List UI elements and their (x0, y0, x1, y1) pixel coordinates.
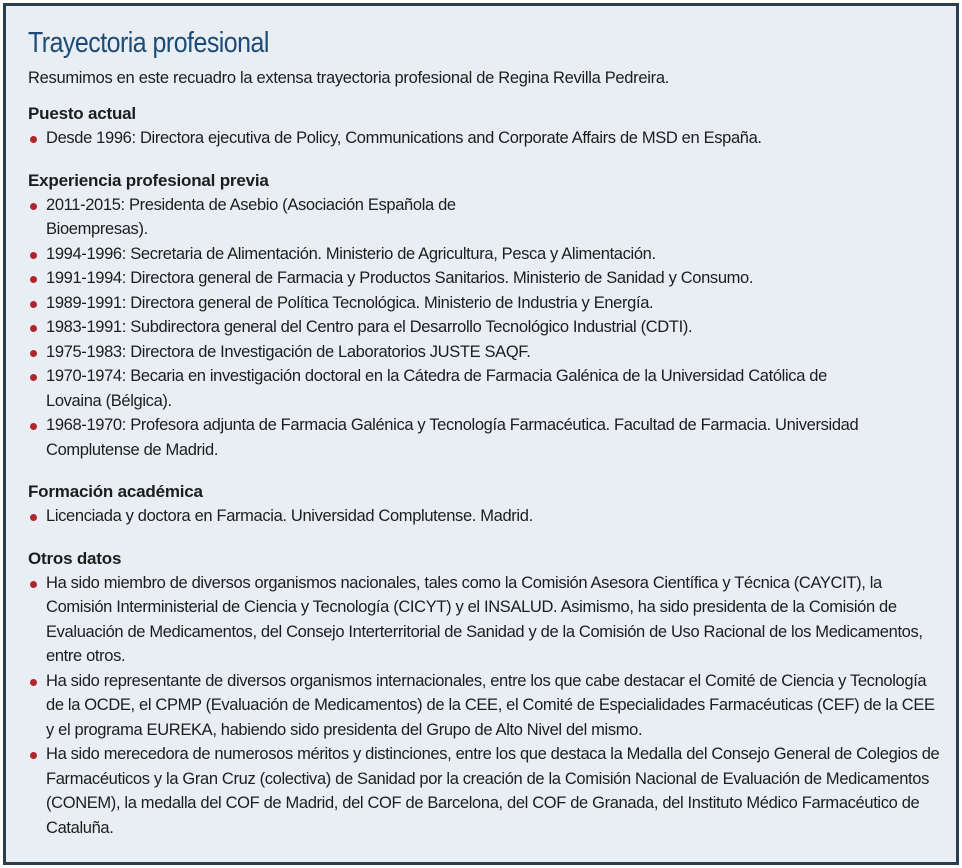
section-puesto-actual (28, 102, 940, 151)
list-item (28, 291, 940, 316)
list-item-text: Ha sido merecedora de numerosos méritos y distinciones, entre los que destaca la Medalla del Consejo General de Colegios de Farmacéuticos y la Gran Cruz (colectiva) de Sanidad por la creación de la Comisión Nacional de Evaluación de Medicamentos (CONEM), la medalla del COF de Madrid, del COF de Barcelona, del COF de Granada, del Instituto Médico Farmacéutico de Cataluña. (46, 745, 940, 837)
bullet-icon (30, 581, 37, 588)
section-heading: Puesto actual (28, 104, 136, 123)
list-item (28, 126, 940, 151)
box-title: Trayectoria profesional (28, 27, 269, 59)
box-intro: Resumimos en este recuadro la extensa trayectoria profesional de Regina Revilla Pedreira. (28, 69, 669, 87)
section-heading: Experiencia profesional previa (28, 170, 269, 190)
section-heading: Formación académica (28, 482, 203, 501)
list-item (28, 571, 940, 669)
bullet-list (28, 571, 940, 841)
list-item-text: 1970-1974: Becaria en investigación doctoral en la Cátedra de Farmacia Galénica de la Universidad Católica de Lovaina (Bélgica). (46, 367, 827, 410)
bullet-icon (30, 276, 37, 283)
list-item-text: Desde 1996: Directora ejecutiva de Policy, Communications and Corporate Affairs de MSD en España. (46, 129, 762, 147)
list-item (28, 315, 940, 340)
bullet-list (28, 126, 940, 151)
list-item (28, 413, 940, 462)
list-item-text: 1975-1983: Directora de Investigación de Laboratorios JUSTE SAQF. (46, 342, 531, 361)
bullet-list (28, 504, 940, 529)
list-item-text: 1989-1991: Directora general de Política Tecnológica. Ministerio de Industria y Energía. (46, 293, 654, 312)
section-experiencia (28, 169, 940, 463)
list-item (28, 364, 876, 413)
career-box (3, 3, 959, 865)
list-item (28, 504, 940, 529)
list-item (28, 340, 940, 365)
bullet-icon (30, 350, 37, 357)
list-item (28, 266, 940, 291)
list-item-text: 1983-1991: Subdirectora general del Centro para el Desarrollo Tecnológico Industrial (CDTI). (46, 318, 693, 336)
bullet-icon (30, 301, 37, 308)
list-item-text: Ha sido representante de diversos organismos internacionales, entre los que cabe destacar el Comité de Ciencia y Tecnología de la OCDE, el CPMP (Evaluación de Medicamentos) de la CEE, el Comité de Especialidades Farmacéuticas (CEF) de la CEE y el programa EUREKA, habiendo sido presidenta del Grupo de Alto Nivel del mismo. (46, 671, 935, 739)
list-item (28, 669, 940, 743)
list-item (28, 242, 940, 267)
bullet-icon (30, 136, 37, 143)
bullet-list (28, 193, 940, 463)
list-item (28, 193, 486, 242)
list-item-text: 1968-1970: Profesora adjunta de Farmacia Galénica y Tecnología Farmacéutica. Facultad de Farmacia. Universidad Complutense de Madrid. (46, 416, 859, 459)
bullet-icon (30, 374, 37, 381)
bullet-icon (30, 325, 37, 332)
bullet-icon (30, 679, 37, 686)
bullet-icon (30, 423, 37, 430)
list-item-text: 2011-2015: Presidenta de Asebio (Asociación Española de Bioempresas). (46, 195, 456, 238)
bullet-icon (30, 252, 37, 259)
list-item (28, 742, 940, 840)
list-item-text: 1991-1994: Directora general de Farmacia y Productos Sanitarios. Ministerio de Sanidad y Consumo. (46, 269, 754, 287)
section-otros-datos (28, 547, 940, 841)
list-item-text: Ha sido miembro de diversos organismos nacionales, tales como la Comisión Asesora Científica y Técnica (CAYCIT), la Comisión Interministerial de Ciencia y Tecnología (CICYT) y el INSALUD. Asimismo, ha sido presidenta de la Comisión de Evaluación de Medicamentos, del Consejo Interterritorial de Sanidad y de la Comisión de Uso Racional de los Medicamentos, entre otros. (46, 573, 923, 665)
list-item-text: 1994-1996: Secretaria de Alimentación. Ministerio de Agricultura, Pesca y Alimentación. (46, 244, 656, 263)
bullet-icon (30, 752, 37, 759)
bullet-icon (30, 203, 37, 210)
bullet-icon (30, 514, 37, 521)
list-item-text: Licenciada y doctora en Farmacia. Universidad Complutense. Madrid. (46, 507, 533, 525)
section-formacion (28, 480, 940, 529)
career-box-content (28, 26, 940, 840)
section-heading: Otros datos (28, 548, 122, 568)
